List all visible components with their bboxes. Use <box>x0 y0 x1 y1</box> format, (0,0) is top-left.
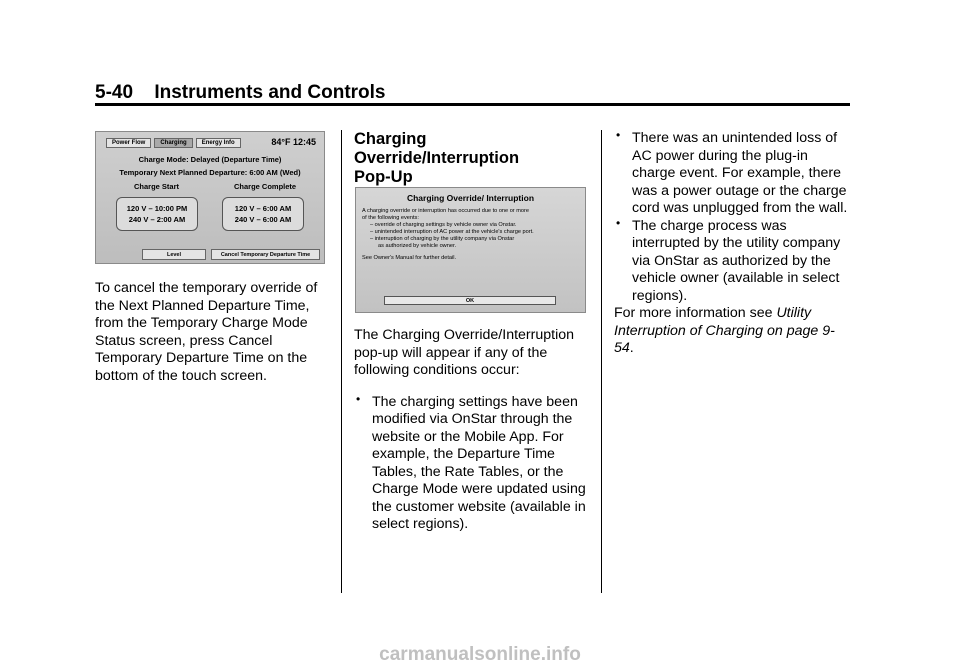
charge-mode: Charge Mode: Delayed (Departure Time) <box>138 155 282 164</box>
bullet-item: • The charging settings have been modified via OnStar through the website or the Mobile App. For example, the Departure Time Tables, the Rate Tables, or the Charge Mode were updated using the customer website (available in select regions). <box>354 394 592 534</box>
popup-title: Charging Override/ Interruption <box>406 193 535 203</box>
override-popup-figure <box>355 187 586 313</box>
popup-footnote: See Owner's Manual for further detail. <box>362 255 457 261</box>
tab-energy-info: Energy Info <box>196 138 241 148</box>
tab-charging: Charging <box>154 138 192 148</box>
time: 12:45 <box>292 137 316 147</box>
heading-line-1: Charging Override/Interruption <box>354 130 520 167</box>
popup-line: A charging override or interruption has occurred due to one or more <box>362 208 529 214</box>
charge-complete-line: 120 V – 6:00 AM <box>234 204 292 213</box>
popup-item: as authorized by vehicle owner. <box>378 243 457 249</box>
charge-start-line: 120 V – 10:00 PM <box>126 204 188 213</box>
charge-start-line: 240 V – 2:00 AM <box>128 215 186 224</box>
bullet-item: • The charge process was interrupted by the utility company via OnStar as authorized by the vehicle owner (available in select regions). <box>614 218 854 306</box>
cancel-instruction: To cancel the temporary override of the Next Planned Departure Time, from the Temporary Charge Mode Status screen, press Cancel Temporary Departure Time on the bottom of the touch screen. <box>95 280 318 384</box>
heading-line-2: Pop-Up <box>354 168 413 186</box>
watermark: carmanualsonline.info <box>379 644 581 665</box>
column-divider-2 <box>601 130 602 593</box>
charge-complete-line: 240 V – 6:00 AM <box>234 215 292 224</box>
bullet-item: • There was an unintended loss of AC power during the plug-in charge event. For example, there was a power outage or the charge cord was unplugged from the wall. <box>614 130 854 218</box>
level-button: Level <box>142 249 206 260</box>
column-divider-1 <box>341 130 342 593</box>
header-rule <box>95 103 850 106</box>
section-title: Instruments and Controls <box>154 82 386 103</box>
next-departure: Temporary Next Planned Departure: 6:00 AM (Wed) <box>119 168 301 177</box>
charge-start-label: Charge Start <box>134 182 180 191</box>
charge-start-box <box>116 197 198 231</box>
column-3 <box>614 130 854 358</box>
popup-item: – interruption of charging by the utility company via Onstar <box>370 236 515 242</box>
column-2-body <box>354 327 592 534</box>
tab-power-flow: Power Flow <box>106 138 151 148</box>
screen-clock <box>271 137 316 147</box>
popup-item: – override of charging settings by vehicle owner via Onstar. <box>370 222 517 228</box>
column-1 <box>95 280 330 385</box>
page-number: 5-40 <box>95 82 134 103</box>
popup-item: – unintended interruption of AC power at the vehicle's charge port. <box>370 229 534 235</box>
column-2-heading <box>354 130 592 187</box>
temperature: 84°F <box>271 137 291 147</box>
charging-screen-figure <box>95 131 325 264</box>
section-heading <box>354 130 592 187</box>
charge-complete-label: Charge Complete <box>234 182 297 191</box>
cancel-departure-button: Cancel Temporary Departure Time <box>211 249 320 260</box>
more-info-prefix: For more information see <box>614 305 777 321</box>
charge-complete-box <box>222 197 304 231</box>
popup-text <box>362 208 579 262</box>
popup-intro: The Charging Override/Interruption pop-up will appear if any of the following conditions occur: <box>354 327 575 378</box>
page-header <box>95 82 386 104</box>
more-info-link[interactable]: Utility Interruption of Charging on page 9-54 <box>614 305 835 356</box>
more-info-suffix: . <box>629 340 634 356</box>
ok-button: OK <box>384 296 556 305</box>
popup-line: of the following events: <box>362 215 419 221</box>
screen-tabs <box>106 138 241 148</box>
more-info <box>614 305 854 358</box>
